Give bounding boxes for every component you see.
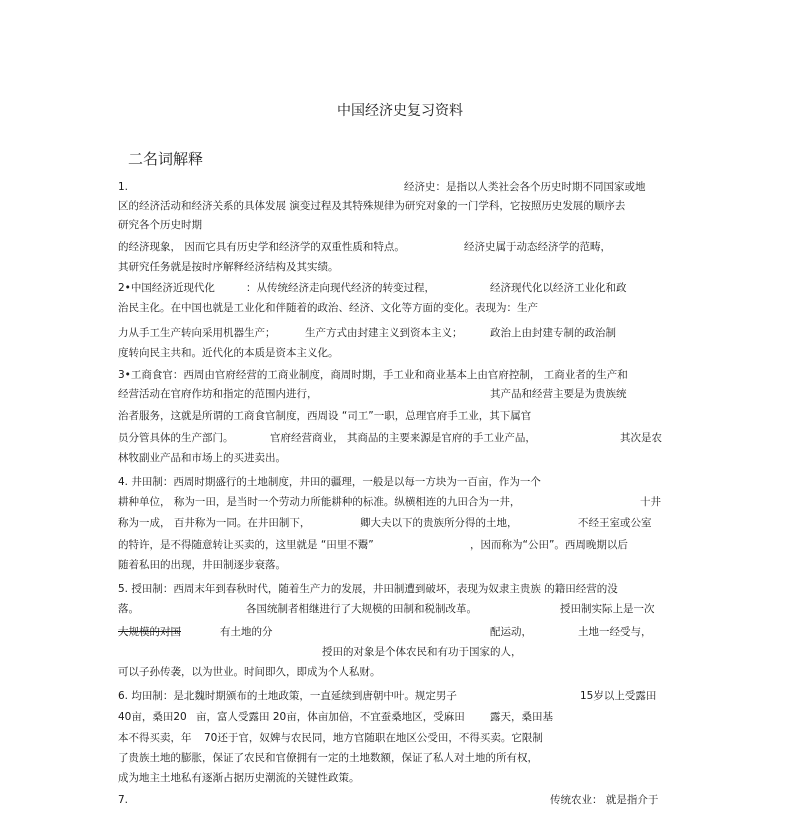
text-line-19: 随着私田的出现，井田制逐步衰落。 — [118, 559, 286, 571]
text-line-16-seg-2: 十井 — [640, 496, 661, 508]
text-line-21-seg-1: 落。 — [118, 603, 139, 615]
text-line-13-seg-2: 官府经营商业， 其商品的主要来源是官府的手工业产品， — [270, 432, 536, 444]
text-line-22-seg-4: 土地一经受与， — [578, 626, 652, 638]
text-line-17-seg-3: 不经王室或公室 — [578, 517, 652, 529]
text-line-24: 可以子孙传袭，以为世业。时间即久，即成为个人私财。 — [118, 666, 381, 678]
text-line-20: 5. 授田制：西周末年到春秋时代，随着生产力的发展，井田制遭到破坏，表现为奴隶主贵族 的籍田经营的没 — [118, 583, 618, 595]
text-line-8-seg-1: 力从手工生产转向采用机器生产； — [118, 327, 276, 339]
text-line-1-seg-2: 经济史：是指以人类社会各个历史时期不同国家或地 — [404, 181, 646, 193]
text-line-11-seg-2: 其产品和经营主要是为贵族统 — [490, 388, 627, 400]
text-line-16-seg-1: 耕种单位， 称为一田，是当时一个劳动力所能耕种的标准。纵横相连的九田合为一井， — [118, 496, 521, 508]
text-line-21-seg-2: 各国统制者相继进行了大规模的田制和税制改革。 — [246, 603, 477, 615]
text-line-25-seg-1: 6. 均田制：是北魏时期颁布的土地政策，一直延续到唐朝中叶。规定男子 — [118, 690, 457, 702]
text-line-22-seg-3: 配运动， — [490, 626, 532, 638]
text-line-8-seg-2: 生产方式由封建主义到资本主义； — [305, 327, 463, 339]
document-title: 中国经济史复习资料 — [337, 103, 463, 119]
text-line-30-seg-2: 传统农业： 就是指介于 — [550, 794, 659, 806]
text-line-22-seg-1: 大规模的对国 — [118, 626, 181, 638]
text-line-18-seg-2: ，因而称为“公田”。西周晚期以后 — [470, 539, 628, 551]
text-line-27-seg-1: 本不得买卖，年 — [118, 732, 192, 744]
text-line-7: 治民主化。在中国也就是工业化和伴随着的政治、经济、文化等方面的变化。表现为：生产 — [118, 302, 538, 314]
text-line-13-seg-3: 其次是农 — [620, 432, 662, 444]
text-line-13-seg-1: 员分管具体的生产部门。 — [118, 432, 234, 444]
text-line-4-seg-2: 经济史属于动态经济学的范畴， — [464, 241, 611, 253]
text-line-5: 其研究任务就是按时序解释经济结构及其实绩。 — [118, 261, 339, 273]
text-line-29: 成为地主土地私有逐渐占据历史潮流的关键性政策。 — [118, 772, 360, 784]
text-line-3: 研究各个历史时期 — [118, 219, 202, 231]
text-line-23: 授田的对象是个体农民和有功于国家的人， — [322, 646, 522, 658]
text-line-6-seg-2: ：从传统经济走向现代经济的转变过程， — [246, 282, 435, 294]
text-line-22-seg-2: 有土地的分 — [220, 626, 273, 638]
text-line-15: 4. 井田制：西周时期盛行的土地制度，井田的疆理，一般是以每一方块为一百亩，作为一个 — [118, 476, 541, 488]
text-line-2: 区的经济活动和经济关系的具体发展 演变过程及其特殊规律为研究对象的一门学科，它按照历史发展的顺序去 — [118, 200, 626, 212]
section-heading: 二名词解释 — [128, 150, 204, 168]
text-line-27-seg-2: 70还于官，奴婢与农民同，地方官随职在地区公受田，不得买卖。它限制 — [204, 732, 543, 744]
text-line-4-seg-1: 的经济现象， 因而它具有历史学和经济学的双重性质和特点。 — [118, 241, 405, 253]
text-line-11-seg-1: 经营活动在官府作坊和指定的范围内进行， — [118, 388, 318, 400]
text-line-17-seg-1: 称为一成， 百井称为一同。在井田制下， — [118, 517, 311, 529]
text-line-17-seg-2: 卿大夫以下的贵族所分得的土地， — [360, 517, 518, 529]
text-line-10: 3•工商食官：西周由官府经营的工商业制度，商周时期，手工业和商业基本上由官府控制， 工商业者的生产和 — [118, 369, 628, 381]
text-line-14: 林牧副业产品和市场上的买进卖出。 — [118, 452, 286, 464]
text-line-26-seg-2: 亩，富人受露田 20亩，体亩加倍，不宜蚕桑地区，受麻田 — [196, 711, 465, 723]
text-line-30-seg-1: 7. — [118, 794, 129, 806]
text-line-9: 度转向民主共和。近代化的本质是资本主义化。 — [118, 347, 339, 359]
text-line-1-seg-1: 1. — [118, 181, 129, 193]
text-line-26-seg-1: 40亩，桑田20 — [118, 711, 187, 723]
text-line-6-seg-3: 经济现代化以经济工业化和政 — [490, 282, 627, 294]
text-line-25-seg-2: 15岁以上受露田 — [580, 690, 657, 702]
text-line-26-seg-3: 露天，桑田基 — [490, 711, 553, 723]
text-line-8-seg-3: 政治上由封建专制的政治制 — [490, 327, 616, 339]
text-line-6-seg-1: 2•中国经济近现代化 — [118, 282, 215, 294]
text-line-28: 了贵族土地的膨胀，保证了农民和官僚拥有一定的土地数额，保证了私人对土地的所有权， — [118, 752, 538, 764]
text-line-21-seg-3: 授田制实际上是一次 — [560, 603, 655, 615]
text-line-18-seg-1: 的特许，是不得随意转让买卖的，这里就是 “田里不鬻” — [118, 539, 374, 551]
text-line-12: 治者服务，这就是所谓的工商食官制度，西周设 “司工”一职，总理官府手工业，其下属官 — [118, 410, 532, 422]
